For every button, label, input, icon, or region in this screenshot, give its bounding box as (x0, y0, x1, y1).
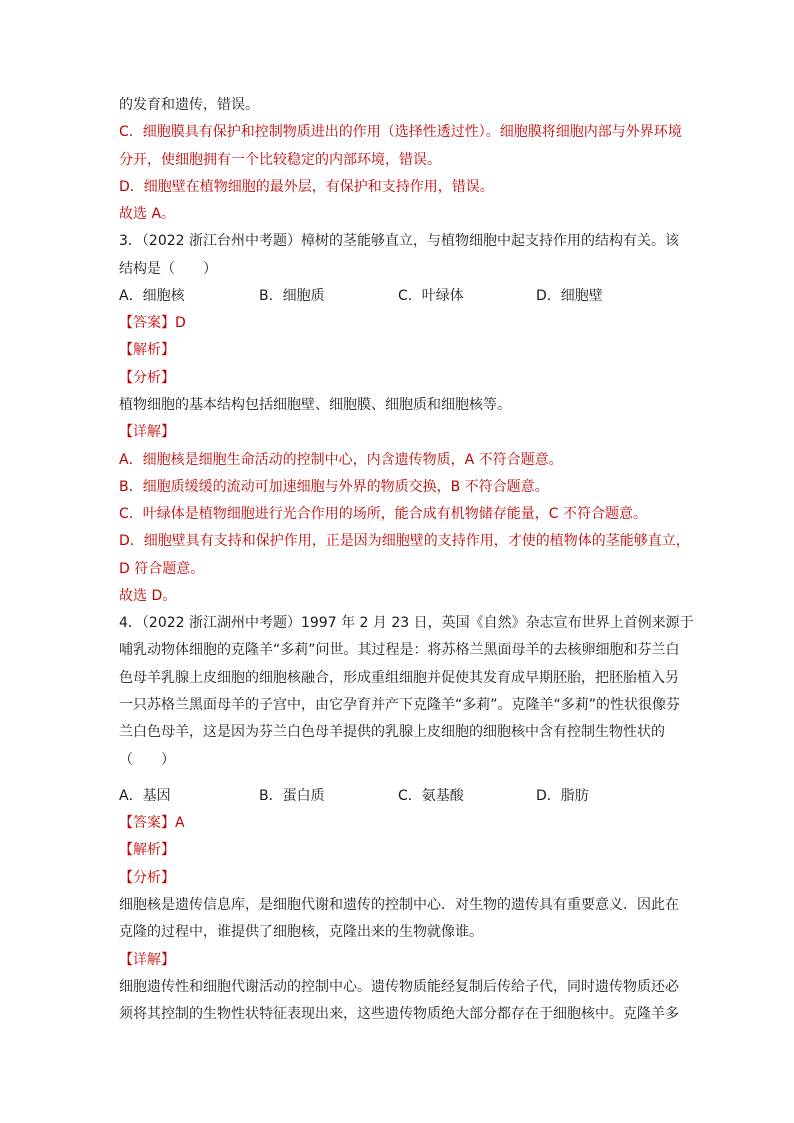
question-4-stem-6: （ ） (119, 752, 175, 768)
question-4-option-d: D．脂肪 (536, 788, 589, 804)
section-label-xiangjie: 【详解】 (119, 424, 175, 440)
question-3-stem-cont: 结构是（ ） (119, 261, 217, 277)
question-4-stem-3: 色母羊乳腺上皮细胞的细胞核融合，形成重组细胞并促使其发育成早期胚胎，把胚胎植入另 (119, 670, 679, 686)
question-3-conclusion: 故选 D。 (119, 588, 177, 604)
question-4-analysis-cont: 克隆的过程中，谁提供了细胞核，克隆出来的生物就像谁。 (119, 924, 483, 940)
question-4-stem-2: 哺乳动物体细胞的克隆羊“多莉”问世。其过程是：将苏格兰黑面母羊的去核卵细胞和芬兰白 (119, 642, 680, 658)
question-3-detail-d: D．细胞壁具有支持和保护作用，正是因为细胞壁的支持作用，才使的植物体的茎能够直立， (119, 533, 690, 549)
question-4-option-b: B．蛋白质 (259, 788, 325, 804)
question-4-stem-4: 一只苏格兰黑面母羊的子宫中，由它孕育并产下克隆羊“多莉”。克隆羊“多莉”的性状很像芬 (119, 697, 681, 713)
question-3-stem: 3．（2022 浙江台州中考题）樟树的茎能够直立，与植物细胞中起支持作用的结构有关。该 (119, 233, 679, 249)
section-label-jiexi: 【解析】 (119, 842, 175, 858)
question-4-analysis: 细胞核是遗传信息库，是细胞代谢和遗传的控制中心．对生物的遗传具有重要意义．因此在 (119, 897, 679, 913)
section-label-xiangjie: 【详解】 (119, 952, 175, 968)
question-4-stem-5: 兰白色母羊，这是因为芬兰白色母羊提供的乳腺上皮细胞的细胞核中含有控制生物性状的 (119, 724, 665, 740)
option-d-explanation: D．细胞壁在植物细胞的最外层，有保护和支持作用，错误。 (119, 179, 494, 195)
section-label-jiexi: 【解析】 (119, 342, 175, 358)
question-3-detail-a: A．细胞核是细胞生命活动的控制中心，内含遗传物质，A 不符合题意。 (119, 452, 563, 468)
question-3-detail-d-cont: D 符合题意。 (119, 561, 205, 577)
question-4-stem: 4．（2022 浙江湖州中考题）1997 年 2 月 23 日，英国《自然》杂志宣布世界上首例来源于 (119, 615, 694, 631)
question-3-option-c: C．叶绿体 (398, 288, 464, 304)
conclusion: 故选 A。 (119, 206, 176, 222)
question-3-answer: 【答案】D (119, 315, 186, 331)
option-c-explanation-cont: 分开，使细胞拥有一个比较稳定的内部环境，错误。 (119, 152, 441, 168)
question-3-option-d: D．细胞壁 (536, 288, 603, 304)
question-4-detail-cont: 须将其控制的生物性状特征表现出来，这些遗传物质绝大部分都存在于细胞核中。克隆羊多 (119, 1006, 679, 1022)
question-3-option-a: A．细胞核 (119, 288, 185, 304)
question-4-answer: 【答案】A (119, 815, 185, 831)
question-4-option-a: A．基因 (119, 788, 171, 804)
question-3-detail-c: C．叶绿体是植物细胞进行光合作用的场所，能合成有机物储存能量，C 不符合题意。 (119, 506, 647, 522)
question-3-option-b: B．细胞质 (259, 288, 325, 304)
question-4-option-c: C．氨基酸 (398, 788, 464, 804)
section-label-fenxi: 【分析】 (119, 870, 175, 886)
section-label-fenxi: 【分析】 (119, 370, 175, 386)
text-line: 的发育和遗传，错误。 (119, 97, 259, 113)
question-4-detail: 细胞遗传性和细胞代谢活动的控制中心。遗传物质能经复制后传给子代，同时遗传物质还必 (119, 979, 679, 995)
question-3-analysis: 植物细胞的基本结构包括细胞壁、细胞膜、细胞质和细胞核等。 (119, 397, 511, 413)
option-c-explanation: C．细胞膜具有保护和控制物质进出的作用（选择性透过性）。细胞膜将细胞内部与外界环境 (119, 124, 682, 140)
question-3-detail-b: B．细胞质缓缓的流动可加速细胞与外界的物质交换，B 不符合题意。 (119, 479, 549, 495)
